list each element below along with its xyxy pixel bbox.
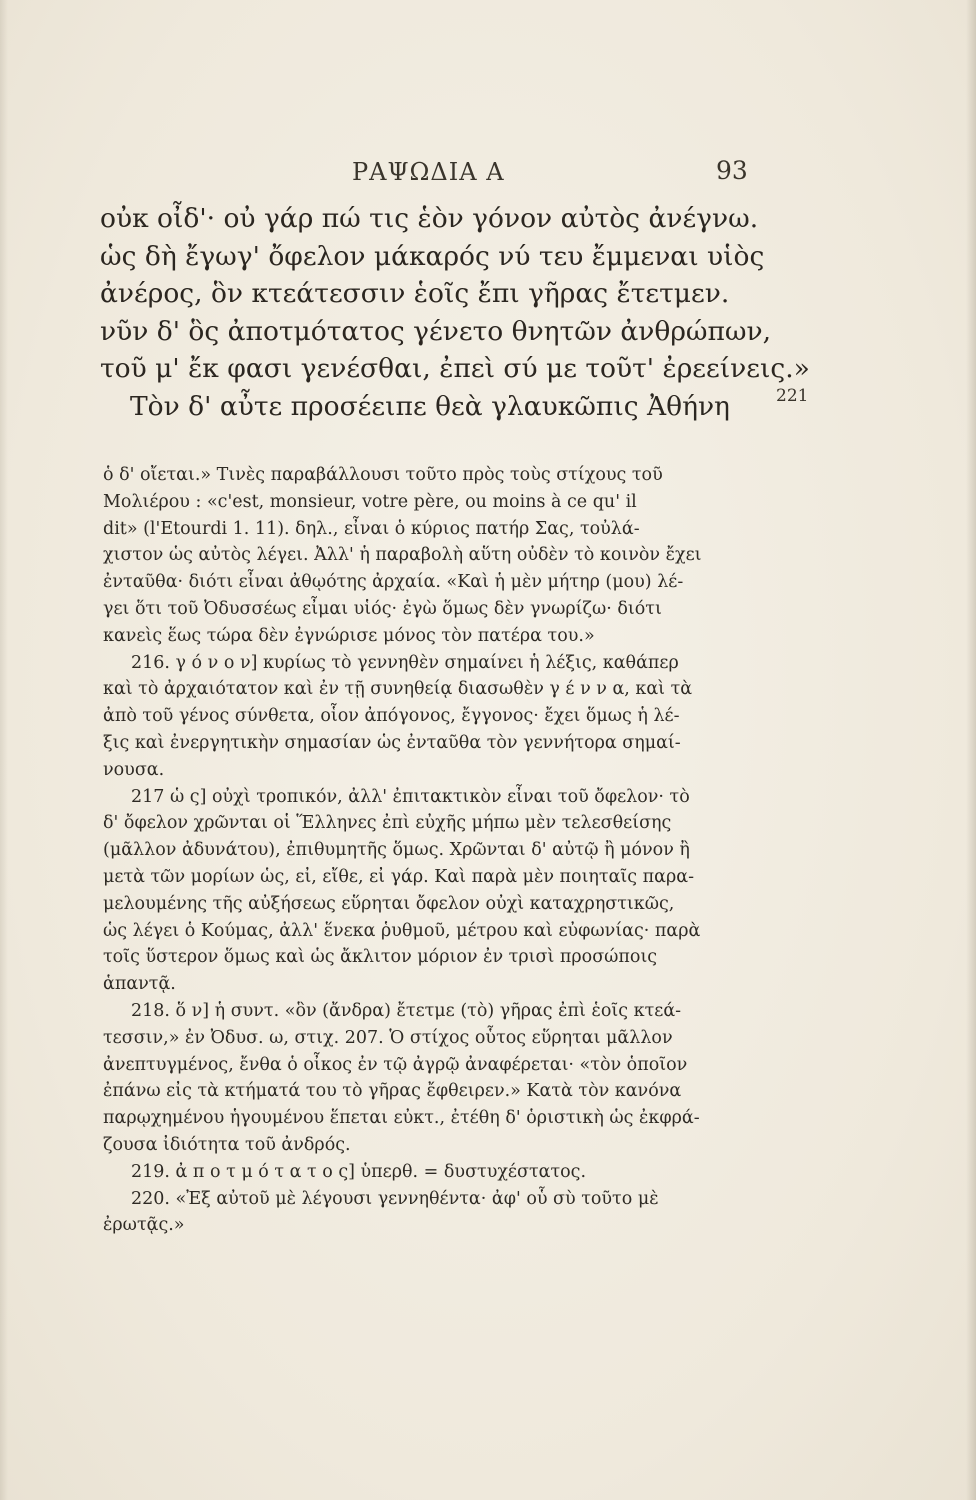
note-line: νουσα.	[103, 759, 165, 780]
note-line: ἀπὸ τοῦ γένος σύνθετα, οἷον ἀπόγονος, ἔγγονος· ἔχει ὅμως ἡ λέ-	[103, 706, 680, 727]
note-line: καὶ τὸ ἀρχαιότατον καὶ ἐν τῇ συνηθείᾳ διασωθὲν γ έ ν ν α, καὶ τὰ	[103, 679, 693, 700]
note-line: κανεὶς ἕως τώρα δὲν ἐγνώρισε μόνος τὸν πατέρα του.»	[103, 625, 595, 646]
note-line: ἐνταῦθα· διότι εἶναι ἀθῳότης ἀρχαία. «Καὶ ἡ μὲν μήτηρ (μου) λέ-	[103, 572, 684, 593]
note-line: 220. «Ἐξ αὐτοῦ μὲ λέγουσι γεννηθέντα· ἀφ' οὗ σὺ τοῦτο μὲ	[131, 1188, 659, 1209]
page-edge-shadow	[966, 0, 976, 1500]
note-line: 218. ὅ ν] ἡ συντ. «ὃν (ἄνδρα) ἔτετμε (τὸ) γῆρας ἐπὶ ἑοῖς κτεά-	[131, 1000, 682, 1021]
note-line: δ' ὄφελον χρῶνται οἱ Ἕλληνες ἐπὶ εὐχῆς μήπω μὲν τελεσθείσης	[103, 813, 672, 834]
note-line: μετὰ τῶν μορίων ὡς, εἰ, εἴθε, εἰ γάρ. Καὶ παρὰ μὲν ποιηταῖς παρα-	[103, 866, 694, 887]
page-gutter-shadow	[0, 0, 8, 1500]
note-line: τεσσιν,» ἐν Ὀδυσ. ω, στιχ. 207. Ὁ στίχος οὗτος εὕρηται μᾶλλον	[103, 1027, 673, 1048]
note-line: 216. γ ό ν ο ν] κυρίως τὸ γεννηθὲν σημαίνει ἡ λέξις, καθάπερ	[131, 652, 679, 673]
note-line: ὁ δ' οἴεται.» Τινὲς παραβάλλουσι τοῦτο πρὸς τοὺς στίχους τοῦ	[103, 465, 663, 485]
note-line: μελουμένης τῆς αὐξήσεως εὕρηται ὄφελον οὐχὶ καταχρηστικῶς,	[103, 893, 675, 914]
note-line: ἐρωτᾷς.»	[103, 1215, 185, 1236]
note-line: ἐπάνω εἰς τὰ κτήματά του τὸ γῆρας ἔφθειρεν.» Κατὰ τὸν κανόνα	[103, 1081, 682, 1102]
verse-line: τοῦ μ' ἔκ φασι γενέσθαι, ἐπεὶ σύ με τοῦτ' ἐρεείνεις.»	[100, 353, 810, 385]
note-line: ξις καὶ ἐνεργητικὴν σημασίαν ὡς ἐνταῦθα τὸν γεννήτορα σημαί-	[103, 732, 681, 753]
note-line: 219. ἀ π ο τ μ ό τ α τ ο ς] ὑπερθ. = δυστυχέστατος.	[131, 1161, 587, 1182]
page-number: 93	[716, 156, 748, 185]
note-line: ὡς λέγει ὁ Κούμας, ἀλλ' ἕνεκα ῥυθμοῦ, μέτρου καὶ εὐφωνίας· παρὰ	[103, 920, 701, 941]
commentary-notes	[103, 462, 763, 1239]
note-line: 217 ὡ ς] οὐχὶ τροπικόν, ἀλλ' ἐπιτακτικὸν εἶναι τοῦ ὄφελον· τὸ	[131, 786, 690, 807]
note-line: τοῖς ὕστερον ὅμως καὶ ὡς ἄκλιτον μόριον ἐν τρισὶ προσώποις	[103, 947, 658, 968]
note-line: dit» (l'Etourdi 1. 11). δηλ., εἶναι ὁ κύριος πατήρ Σας, τοὐλά-	[103, 518, 640, 539]
verse-line: οὐκ οἶδ'· οὐ γάρ πώ τις ἑὸν γόνον αὐτὸς ἀνέγνω.	[100, 203, 759, 234]
verse-line-number: 221	[776, 386, 809, 406]
verse-line: ὡς δὴ ἔγωγ' ὄφελον μάκαρός νύ τευ ἔμμεναι υἱὸς	[100, 240, 765, 272]
note-line: Μολιέρου : «c'est, monsieur, votre père, ou moins à ce qu' il	[103, 491, 637, 512]
verse-line: νῦν δ' ὃς ἀποτμότατος γένετο θνητῶν ἀνθρώπων,	[100, 315, 772, 347]
note-line: (μᾶλλον ἀδυνάτου), ἐπιθυμητῆς ὅμως. Χρῶνται δ' αὐτῷ ἢ μόνον ἢ	[103, 840, 690, 861]
page-header	[0, 158, 976, 192]
note-line: παρῳχημένου ἡγουμένου ἕπεται εὐκτ., ἐτέθη δ' ὁριστικὴ ὡς ἐκφρά-	[103, 1108, 700, 1129]
note-line: χιστον ὡς αὐτὸς λέγει. Ἀλλ' ἡ παραβολὴ αὕτη οὐδὲν τὸ κοινὸν ἔχει	[103, 545, 702, 566]
verse-line: Τὸν δ' αὖτε προσέειπε θεὰ γλαυκῶπις Ἀθήνη	[130, 390, 730, 422]
running-title: ΡΑΨΩΔΙΑ Α	[352, 158, 505, 186]
note-line: ἁπαντᾷ.	[103, 974, 176, 995]
note-line: γει ὅτι τοῦ Ὀδυσσέως εἶμαι υἱός· ἐγὼ ὅμως δὲν γνωρίζω· διότι	[103, 598, 662, 619]
note-line: ἀνεπτυγμένος, ἔνθα ὁ οἶκος ἐν τῷ ἀγρῷ ἀναφέρεται· «τὸν ὁποῖον	[103, 1054, 688, 1075]
verse-line: ἀνέρος, ὃν κτεάτεσσιν ἑοῖς ἔπι γῆρας ἔτετμεν.	[100, 278, 730, 310]
note-line: ζουσα ἰδιότητα τοῦ ἀνδρός.	[103, 1134, 351, 1155]
